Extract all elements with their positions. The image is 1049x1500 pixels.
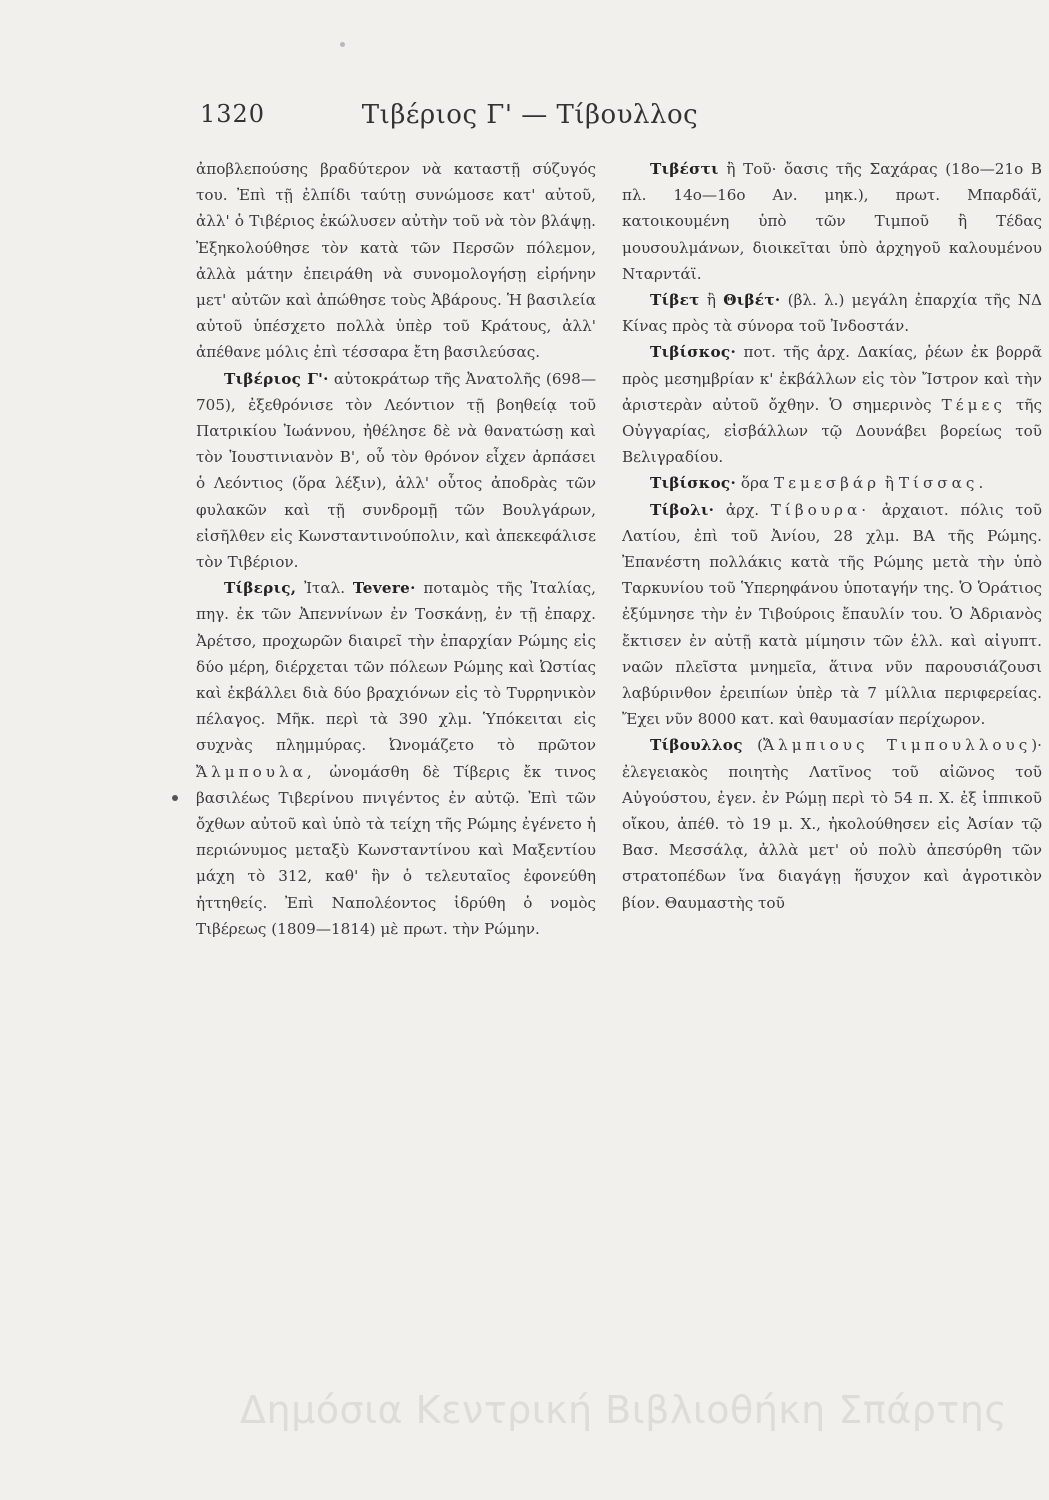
right-column xyxy=(622,156,1042,916)
spaced-term: Τίβουρα· xyxy=(770,500,871,519)
spaced-term: Τέμες xyxy=(941,395,1006,414)
speck xyxy=(340,42,345,47)
entry-headword: Τίβολι· xyxy=(650,500,715,519)
entry-tibullus xyxy=(622,732,1042,915)
entry-text: ὠνομάσθη δὲ Τίβερις ἔκ τινος βασιλέως Τιβερίνου πνιγέντος ἐν αὐτῷ. Ἐπὶ τῶν ὄχθων αὐτοῦ καὶ ὑπὸ τὰ τείχη τῆς Ρώμης ἐγένετο ἡ περιώνυμος μεταξὺ Κωνσταντίνου καὶ Μαξεντίου μάχη τὸ 312, καθ' ἣν ὁ τελευταῖος ἐφονεύθη ἡττηθείς. Ἐπὶ Ναπολέοντος ἱδρύθη ὁ νομὸς Τιβέρεως (1809—1814) μὲ πρωτ. τὴν Ρώμην. xyxy=(196,762,596,938)
spaced-term: Ἄλμπιους Τιμπουλλους xyxy=(763,736,1032,755)
continued-paragraph: ἀποβλεπούσης βραδύτερον νὰ καταστῇ σύζυγός του. Ἐπὶ τῇ ἐλπίδι ταύτῃ συνώμοσε κατ' αὐτοῦ, ἀλλ' ὁ Τιβέριος ἐκώλυσεν αὐτὴν τοῦ νὰ τὸν βλάψῃ. Ἐξηκολούθησε τὸν κατὰ τῶν Περσῶν πόλεμον, ἀλλὰ μάτην ἐπειράθη νὰ συνομολογήσῃ εἰρήνην μετ' αὐτῶν καὶ ἀπώθησε τοὺς Ἀβάρους. Ἡ βασιλεία αὐτοῦ ὑπέσχετο πολλὰ ὑπὲρ τοῦ Κράτους, ἀλλ' ἀπέθανε μόλις ἐπὶ τέσσαρα ἔτη βασιλεύσας. xyxy=(196,160,596,362)
entry-text: Ἰταλ. xyxy=(296,579,353,598)
entry-tiberis xyxy=(196,575,596,942)
entry-text: ἢ xyxy=(880,474,899,493)
page-header xyxy=(200,100,860,140)
entry-headword: Τιβίσκος· xyxy=(650,343,737,362)
entry-tibiskos-2 xyxy=(622,470,1042,496)
entry-headword: Τίβερις, xyxy=(224,579,297,598)
entry-tibesti xyxy=(622,156,1042,287)
entry-tibiskos-1 xyxy=(622,339,1042,470)
entry-text: ἀρχαιοτ. πόλις τοῦ Λατίου, ἐπὶ τοῦ Ἀνίου, 28 χλμ. ΒΑ τῆς Ρώμης. Ἐπανέστη πολλάκις κατὰ τῆς Ρώμης μετὰ τὴν ὑπὸ Ταρκυνίου τοῦ Ὑπερηφάνου ὑποταγήν της. Ὁ Ὁράτιος ἐξύμνησε τὴν ἐν Τιβούροις ἔπαυλίν του. Ὁ Ἀδριανὸς ἔκτισεν ἐν αὐτῇ κατὰ μίμησιν τῶν ἑλλ. καὶ αἰγυπτ. ναῶν πλεῖστα μνημεῖα, ἅτινα νῦν παρουσιάζουσι λαβύρινθον ἐρειπίων ὑπὲρ τὰ 7 μίλλια περιφερείας. Ἔχει νῦν 8000 κατ. καὶ θαυμασίαν περίχωρον. xyxy=(622,500,1042,729)
entry-text: ποταμὸς τῆς Ἰταλίας, πηγ. ἐκ τῶν Ἀπεννίνων ἐν Τοσκάνῃ, ἐν τῇ ἐπαρχ. Ἀρέτσο, προχωρῶν διαιρεῖ τὴν ἐπαρχίαν Ρώμης εἰς δύο μέρη, διέρχεται τῶν πόλεων Ρώμης καὶ Ὠστίας καὶ ἐκβάλλει διὰ δύο βραχιόνων εἰς τὸ Τυρρηνικὸν πέλαγος. Μῆκ. περὶ τὰ 390 χλμ. Ὑπόκειται εἰς συχνὰς πλημμύρας. Ὠνομάζετο τὸ πρῶτον xyxy=(196,579,596,755)
entry-text: ἢ Τοῦ· ὄασις τῆς Σαχάρας (18ο—21ο Β πλ. 14ο—16ο Αν. μηκ.), πρωτ. Μπαρδάϊ, κατοικουμένη ὑπὸ τῶν Τιμποῦ ἢ Τέδας μουσουλμάνων, διοικεῖται ὑπὸ ἀρχηγοῦ καλουμένου Νταρντάϊ. xyxy=(622,160,1042,283)
entry-headword: Τιβίσκος· xyxy=(650,474,737,493)
spaced-term: Τεμεσβάρ xyxy=(774,474,881,493)
spaced-term: Τίσσας. xyxy=(898,474,988,493)
entry-text: τῆς Οὐγγαρίας, εἰσβάλλων τῷ Δουνάβει βορείως τοῦ Βελιγραδίου. xyxy=(622,395,1042,467)
entry-text: ἢ xyxy=(699,291,724,310)
margin-mark xyxy=(172,795,178,801)
entry-text: )· ἐλεγειακὸς ποιητὴς Λατῖνος τοῦ αἰῶνος τοῦ Αὐγούστου, ἐγεν. ἐν Ρώμῃ περὶ τὸ 54 π. Χ. ἐξ ἱππικοῦ οἴκου, ἀπέθ. τὸ 19 μ. Χ., ἠκολούθησεν εἰς Ἀσίαν τῷ Βασ. Μεσσάλᾳ, ἀλλὰ μετ' οὐ πολὺ ἀπεσύρθη τῶν στρατοπέδων ἵνα διαγάγῃ ἥσυχον καὶ ἀγροτικὸν βίον. Θαυμαστὴς τοῦ xyxy=(622,736,1042,912)
entry-headword: Τιβέριος Γ'· xyxy=(224,369,329,388)
entry-headword: Τιβέστι xyxy=(650,160,719,178)
running-head: Τιβέριος Γ' — Τίβουλλος xyxy=(361,100,699,130)
entry-headword-variant: Θιβέτ· xyxy=(723,291,781,310)
entry-text: αὐτοκράτωρ τῆς Ἀνατολῆς (698—705), ἐξεθρόνισε τὸν Λεόντιον τῇ βοηθείᾳ τοῦ Πατρικίου Ἰωάννου, ἠθέλησε δὲ νὰ θανατώσῃ καὶ τὸν Ἰουστινιανὸν Β', οὗ τὸν θρόνον εἶχεν ἁρπάσει ὁ Λεόντιος (ὅρα λέξιν), ἀλλ' οὗτος ἀποδρὰς τῶν φυλακῶν καὶ τῇ συνδρομῇ τῶν Βουλγάρων, εἰσῆλθεν εἰς Κωνσταντινούπολιν, καὶ ἀπεκεφάλισε τὸν Τιβέριον. xyxy=(196,369,597,572)
entry-text: (βλ. λ.) μεγάλη ἐπαρχία τῆς ΝΔ Κίνας πρὸς τὰ σύνορα τοῦ Ἰνδοστάν. xyxy=(622,291,1042,336)
entry-headword-variant: Tevere· xyxy=(352,579,416,598)
left-column xyxy=(196,156,596,942)
library-watermark: Δημόσια Κεντρική Βιβλιοθήκη Σπάρτης xyxy=(240,1388,1008,1432)
entry-headword: Τίβουλλος xyxy=(650,736,743,755)
entry-headword: Τίβετ xyxy=(650,291,700,310)
entry-tibet xyxy=(622,287,1042,339)
page-number: 1320 xyxy=(200,100,266,128)
entry-text: ὅρα xyxy=(736,474,775,493)
entry-tivoli xyxy=(622,497,1042,733)
entry-tiberios-g xyxy=(196,366,596,576)
entry-text: ( xyxy=(742,736,764,755)
entry-text: ποτ. τῆς ἀρχ. Δακίας, ῥέων ἐκ βορρᾶ πρὸς μεσημβρίαν κ' ἐκβάλλων εἰς τὸν Ἴστρον καὶ τὴν ἀριστερὰν αὐτοῦ ὄχθην. Ὁ σημερινὸς xyxy=(622,343,1042,414)
entry-text: ἀρχ. xyxy=(714,500,771,519)
spaced-term: Ἄλμπουλα, xyxy=(196,762,316,781)
